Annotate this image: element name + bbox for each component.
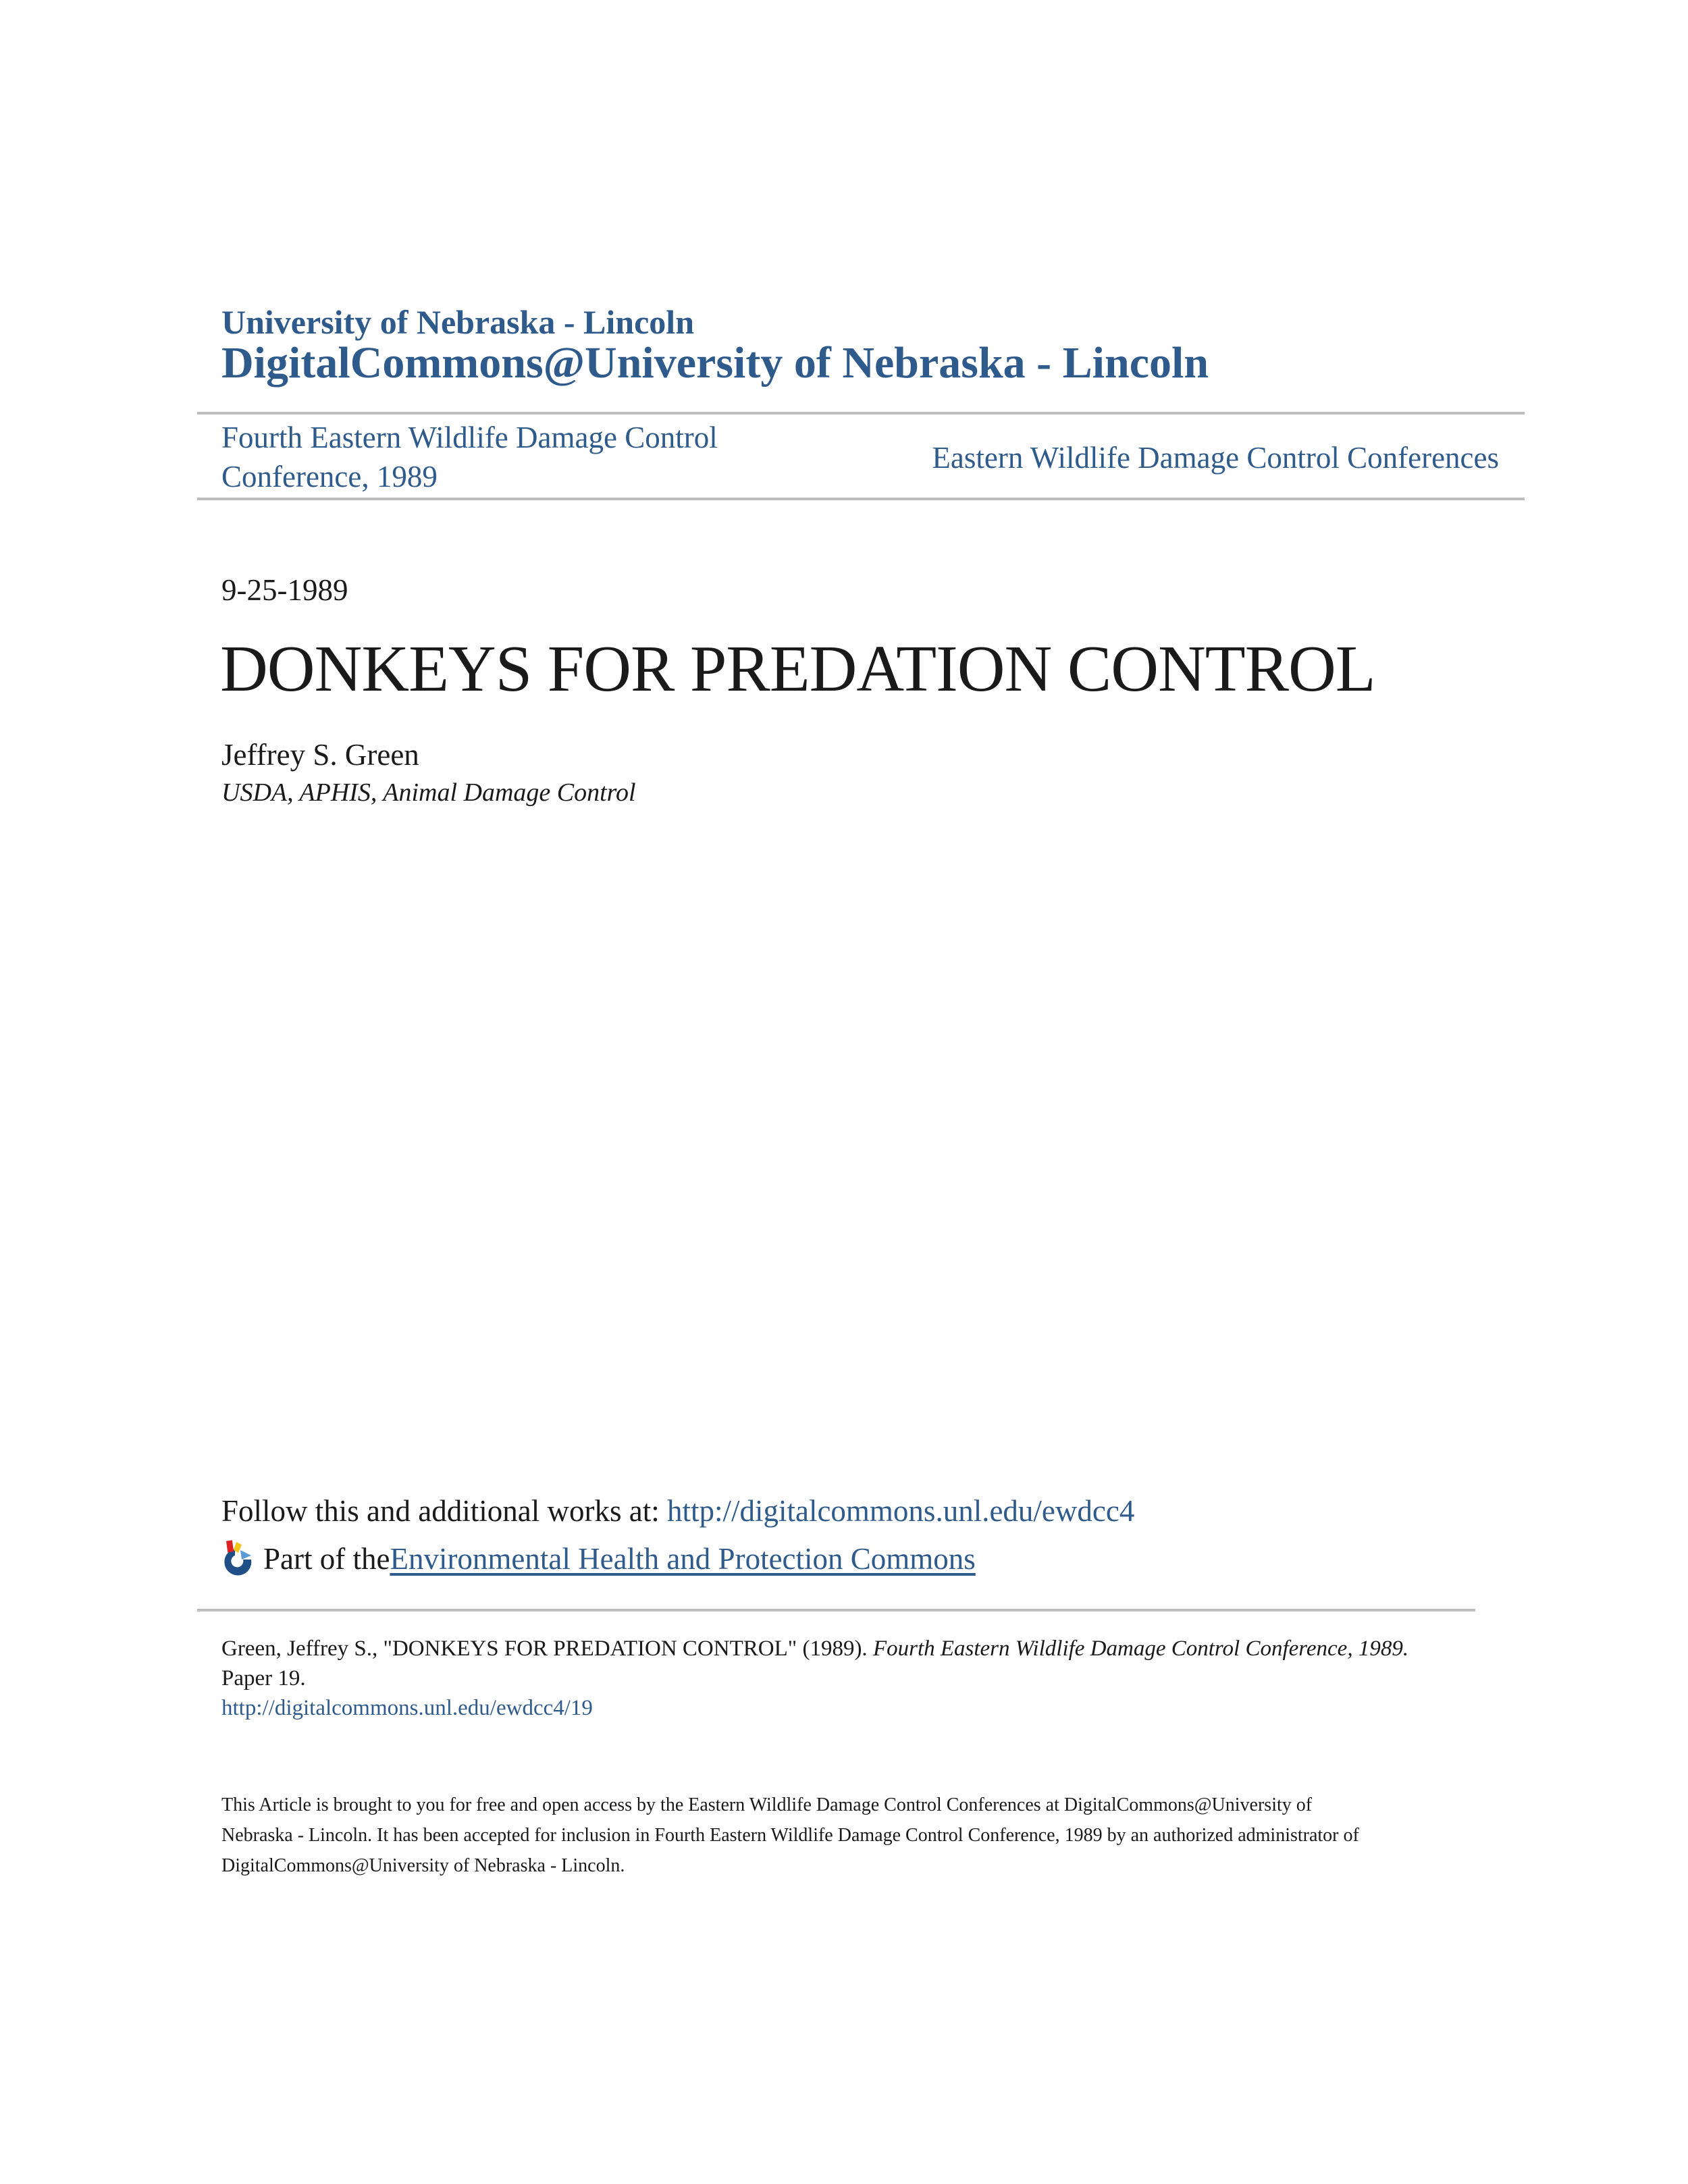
header-bottom-divider (197, 498, 1525, 500)
follow-label: Follow this and additional works at: (221, 1494, 667, 1528)
follow-url-link[interactable]: http://digitalcommons.unl.edu/ewdcc4 (666, 1494, 1135, 1528)
citation-divider (197, 1609, 1475, 1612)
citation-journal: Fourth Eastern Wildlife Damage Control Conference, 1989. (872, 1636, 1409, 1661)
commons-link[interactable]: Environmental Health and Protection Commons (390, 1542, 976, 1576)
article-date: 9-25-1989 (221, 573, 348, 607)
conference-link-line2[interactable]: Conference, 1989 (221, 460, 438, 494)
article-title: DONKEYS FOR PREDATION CONTROL (220, 633, 1375, 705)
part-of-label: Part of the (263, 1542, 390, 1576)
citation-paper: Paper 19. (221, 1666, 306, 1690)
author-affiliation: USDA, APHIS, Animal Damage Control (221, 778, 636, 807)
notice-line-3: DigitalCommons@University of Nebraska - Lincoln. (221, 1855, 625, 1876)
institution-name: University of Nebraska - Lincoln (221, 303, 694, 341)
part-of-line (220, 1539, 976, 1578)
conference-link-line1[interactable]: Fourth Eastern Wildlife Damage Control (221, 421, 718, 454)
citation-text: Green, Jeffrey S., "DONKEYS FOR PREDATION CONTROL" (1989). (221, 1636, 873, 1661)
citation-line (221, 1636, 1408, 1661)
author-name: Jeffrey S. Green (221, 738, 419, 772)
repository-link[interactable]: DigitalCommons@University of Nebraska - Lincoln (221, 338, 1209, 388)
citation-url-link[interactable]: http://digitalcommons.unl.edu/ewdcc4/19 (221, 1696, 593, 1720)
series-link[interactable]: Eastern Wildlife Damage Control Conferences (932, 441, 1499, 475)
notice-line-2: Nebraska - Lincoln. It has been accepted for inclusion in Fourth Eastern Wildlife Damage Control Conference, 1989 by an authorized administrator of (221, 1825, 1359, 1846)
header-top-divider (197, 412, 1525, 415)
notice-line-1: This Article is brought to you for free and open access by the Eastern Wildlife Damage Control Conferences at DigitalCommons@University of (221, 1794, 1313, 1815)
follow-line (221, 1493, 1134, 1528)
network-logo-icon (220, 1539, 258, 1578)
